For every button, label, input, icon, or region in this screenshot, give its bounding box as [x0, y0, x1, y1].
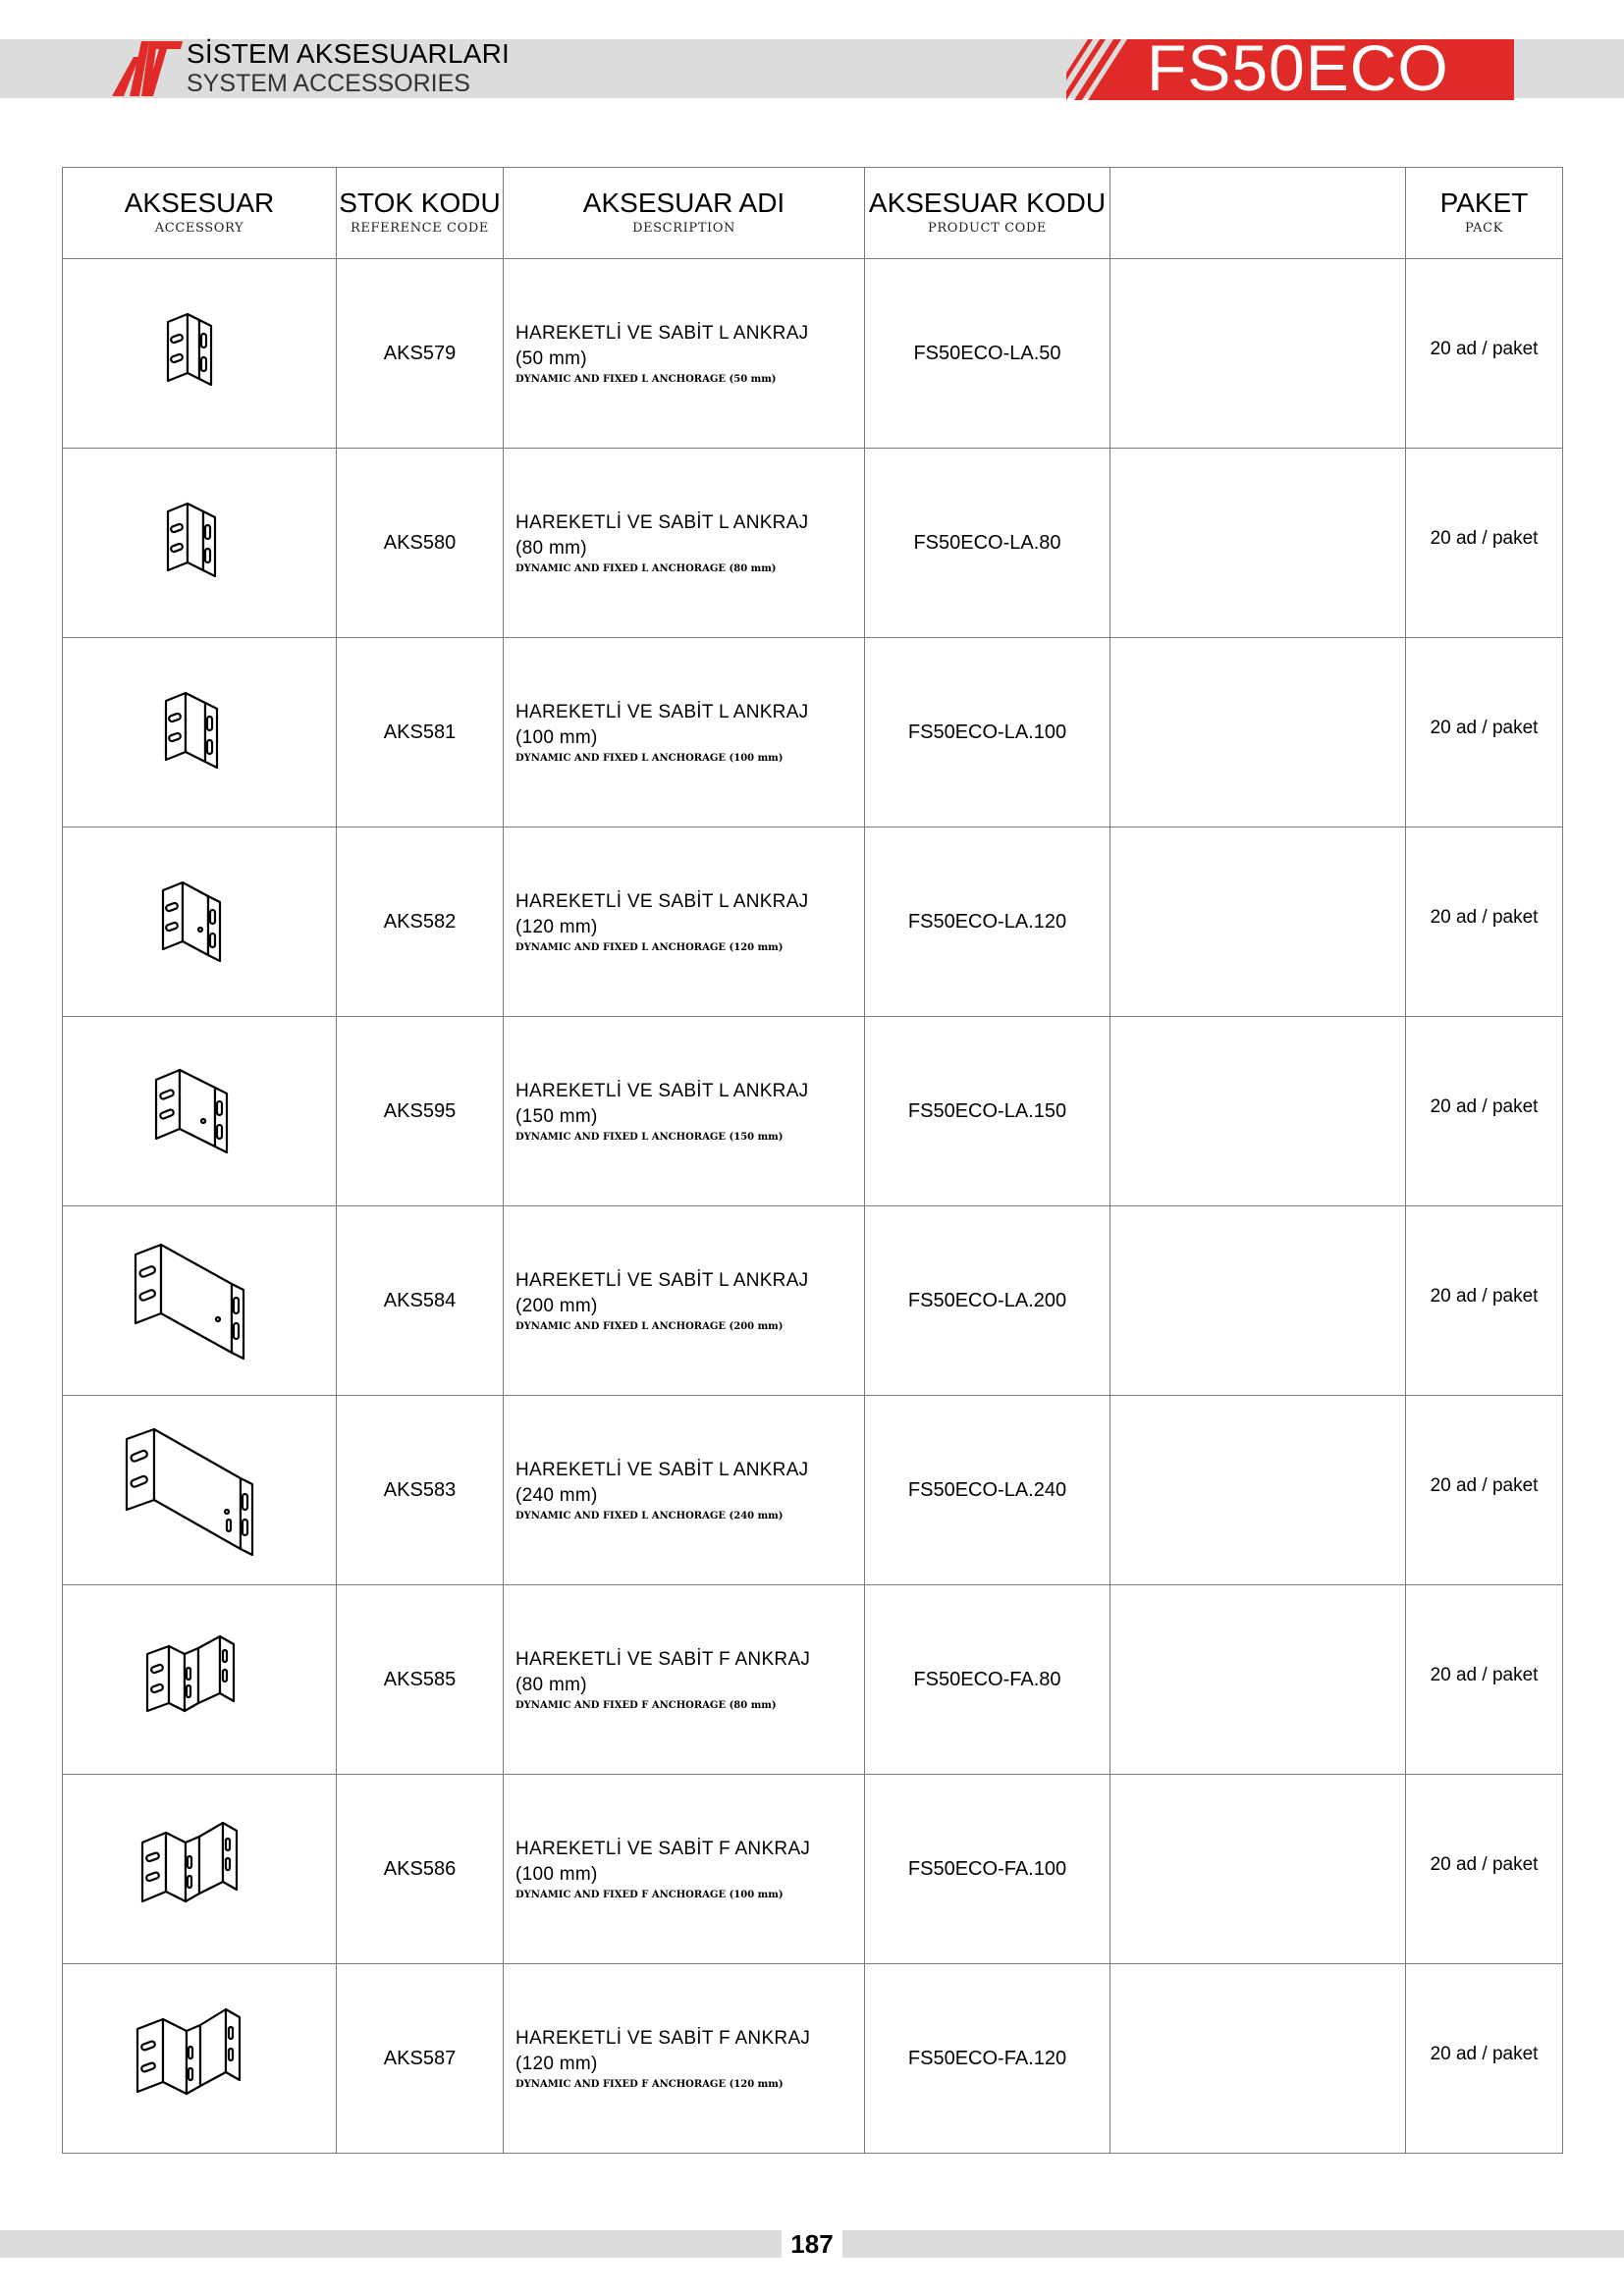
product-code-cell: FS50ECO-FA.100: [865, 1775, 1110, 1964]
accessory-image-cell: [63, 828, 337, 1017]
pack-cell: 20 ad / paket: [1406, 1585, 1563, 1775]
empty-cell: [1110, 1017, 1406, 1206]
description-cell: HAREKETLİ VE SABİT L ANKRAJ (120 mm) DYNAMIC AND FIXED L ANCHORAGE (120 mm): [504, 828, 865, 1017]
pack-cell: 20 ad / paket: [1406, 449, 1563, 638]
empty-cell: [1110, 1585, 1406, 1775]
l-bracket-icon: [135, 861, 263, 979]
accessory-image-cell: [63, 1396, 337, 1585]
accessory-image-cell: [63, 449, 337, 638]
f-bracket-icon: [126, 1619, 273, 1736]
pack-cell: 20 ad / paket: [1406, 1017, 1563, 1206]
stock-code-cell: AKS595: [337, 1017, 504, 1206]
pack-cell: 20 ad / paket: [1406, 259, 1563, 449]
brand-subtitle: SYSTEM ACCESSORIES: [187, 70, 470, 97]
brand-logo-icon: [110, 37, 185, 98]
accessory-image-cell: [63, 1206, 337, 1396]
stock-code-cell: AKS584: [337, 1206, 504, 1396]
description-cell: HAREKETLİ VE SABİT F ANKRAJ (120 mm) DYNAMIC AND FIXED F ANCHORAGE (120 mm): [504, 1964, 865, 2154]
accessory-image-cell: [63, 259, 337, 449]
l-bracket-icon: [140, 293, 258, 410]
empty-cell: [1110, 449, 1406, 638]
accessory-image-cell: [63, 1964, 337, 2154]
table-row: [63, 1206, 1563, 1396]
l-bracket-icon: [140, 482, 258, 600]
table-row: [63, 1017, 1563, 1206]
product-code-cell: FS50ECO-LA.50: [865, 259, 1110, 449]
stock-code-cell: AKS586: [337, 1775, 504, 1964]
accessory-image-cell: [63, 1585, 337, 1775]
stock-code-cell: AKS580: [337, 449, 504, 638]
f-bracket-icon: [116, 1988, 283, 2125]
column-header-accessory: AKSESUAR ACCESSORY: [63, 168, 337, 259]
product-code-cell: FS50ECO-LA.80: [865, 449, 1110, 638]
column-header-reference-code: STOK KODU REFERENCE CODE: [337, 168, 504, 259]
table-row: [63, 1964, 1563, 2154]
empty-cell: [1110, 1964, 1406, 2154]
f-bracket-icon: [121, 1803, 278, 1931]
empty-cell: [1110, 1775, 1406, 1964]
empty-cell: [1110, 1206, 1406, 1396]
accessory-image-cell: [63, 1775, 337, 1964]
empty-cell: [1110, 259, 1406, 449]
l-bracket-icon: [140, 671, 258, 789]
table-row: [63, 1396, 1563, 1585]
stock-code-cell: AKS585: [337, 1585, 504, 1775]
stock-code-cell: AKS579: [337, 259, 504, 449]
pack-cell: 20 ad / paket: [1406, 1396, 1563, 1585]
column-header-description: AKSESUAR ADI DESCRIPTION: [504, 168, 865, 259]
product-code-cell: FS50ECO-FA.80: [865, 1585, 1110, 1775]
description-cell: HAREKETLİ VE SABİT F ANKRAJ (100 mm) DYNAMIC AND FIXED F ANCHORAGE (100 mm): [504, 1775, 865, 1964]
stock-code-cell: AKS582: [337, 828, 504, 1017]
column-header-product-code: AKSESUAR KODU PRODUCT CODE: [865, 168, 1110, 259]
empty-cell: [1110, 828, 1406, 1017]
table-row: [63, 259, 1563, 449]
product-code-cell: FS50ECO-FA.120: [865, 1964, 1110, 2154]
product-code-cell: FS50ECO-LA.200: [865, 1206, 1110, 1396]
table-row: [63, 638, 1563, 828]
page-number: 187: [782, 2228, 842, 2260]
description-cell: HAREKETLİ VE SABİT L ANKRAJ (50 mm) DYNAMIC AND FIXED L ANCHORAGE (50 mm): [504, 259, 865, 449]
l-bracket-icon: [116, 1225, 283, 1372]
table-row: [63, 1775, 1563, 1964]
brand-title: SİSTEM AKSESUARLARI: [187, 38, 511, 69]
accessory-image-cell: [63, 1017, 337, 1206]
accessory-image-cell: [63, 638, 337, 828]
column-header-pack: PAKET PACK: [1406, 168, 1563, 259]
table-row: [63, 449, 1563, 638]
empty-cell: [1110, 638, 1406, 828]
table-row: [63, 1585, 1563, 1775]
product-code-cell: FS50ECO-LA.120: [865, 828, 1110, 1017]
product-code-cell: FS50ECO-LA.240: [865, 1396, 1110, 1585]
description-cell: HAREKETLİ VE SABİT L ANKRAJ (80 mm) DYNAMIC AND FIXED L ANCHORAGE (80 mm): [504, 449, 865, 638]
series-title: FS50ECO: [1147, 31, 1449, 104]
stock-code-cell: AKS587: [337, 1964, 504, 2154]
column-header-empty: [1110, 168, 1406, 259]
pack-cell: 20 ad / paket: [1406, 638, 1563, 828]
table-row: [63, 828, 1563, 1017]
description-cell: HAREKETLİ VE SABİT L ANKRAJ (200 mm) DYNAMIC AND FIXED L ANCHORAGE (200 mm): [504, 1206, 865, 1396]
accessory-table: [62, 167, 1563, 2154]
product-code-cell: FS50ECO-LA.150: [865, 1017, 1110, 1206]
product-code-cell: FS50ECO-LA.100: [865, 638, 1110, 828]
description-cell: HAREKETLİ VE SABİT L ANKRAJ (150 mm) DYNAMIC AND FIXED L ANCHORAGE (150 mm): [504, 1017, 865, 1206]
pack-cell: 20 ad / paket: [1406, 1775, 1563, 1964]
pack-cell: 20 ad / paket: [1406, 1964, 1563, 2154]
description-cell: HAREKETLİ VE SABİT F ANKRAJ (80 mm) DYNAMIC AND FIXED F ANCHORAGE (80 mm): [504, 1585, 865, 1775]
description-cell: HAREKETLİ VE SABİT L ANKRAJ (240 mm) DYNAMIC AND FIXED L ANCHORAGE (240 mm): [504, 1396, 865, 1585]
l-bracket-icon: [111, 1410, 288, 1567]
stock-code-cell: AKS583: [337, 1396, 504, 1585]
empty-cell: [1110, 1396, 1406, 1585]
stock-code-cell: AKS581: [337, 638, 504, 828]
l-bracket-icon: [131, 1050, 268, 1168]
pack-cell: 20 ad / paket: [1406, 828, 1563, 1017]
description-cell: HAREKETLİ VE SABİT L ANKRAJ (100 mm) DYNAMIC AND FIXED L ANCHORAGE (100 mm): [504, 638, 865, 828]
table-header-row: [63, 168, 1563, 259]
pack-cell: 20 ad / paket: [1406, 1206, 1563, 1396]
